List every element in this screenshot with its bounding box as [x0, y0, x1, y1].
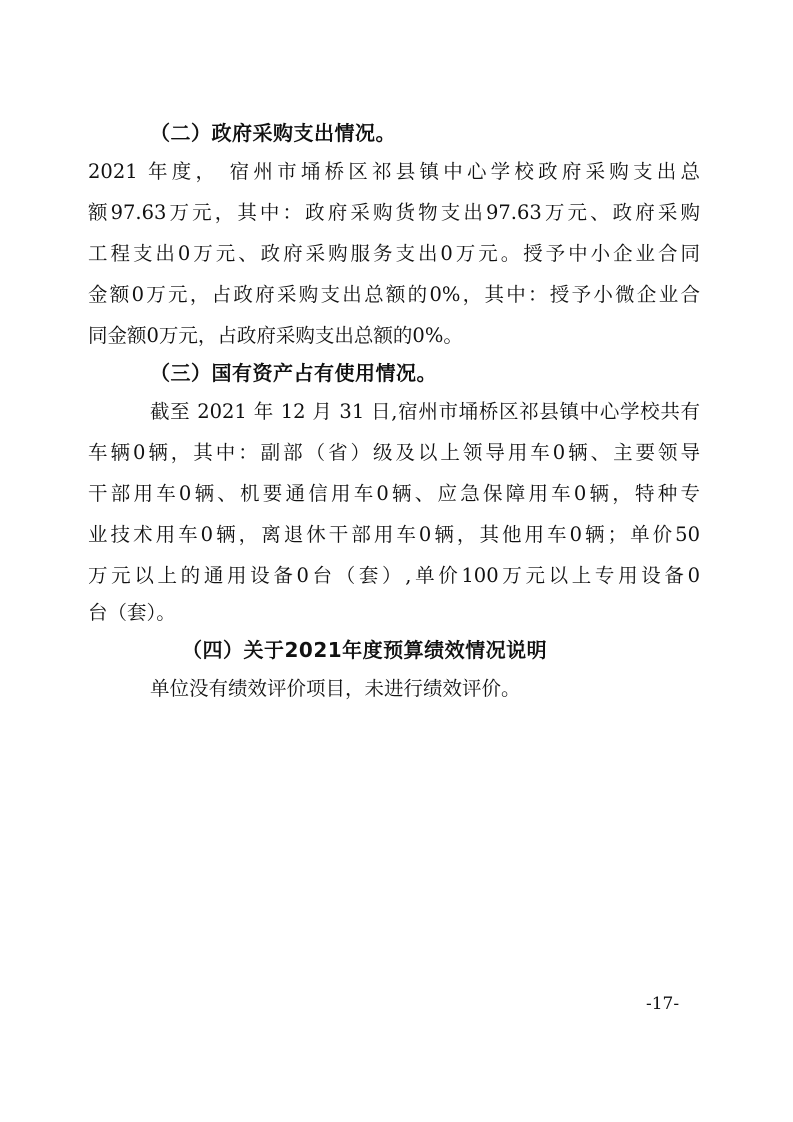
paragraph-line: 2021 年度， 宿州市埇桥区祁县镇中心学校政府采购支出总 [88, 160, 700, 183]
paragraph-line: 额97.63万元，其中：政府采购货物支出97.63万元、政府采购 [88, 201, 700, 224]
paragraph-line: 工程支出0万元、政府采购服务支出0万元。授予中小企业合同 [88, 242, 700, 265]
section-heading-performance: （四）关于2021年度预算绩效情况说明 [182, 638, 548, 662]
page-number: -17- [646, 994, 680, 1014]
paragraph-line: 干部用车0辆、机要通信用车0辆、应急保障用车0辆，特种专 [88, 482, 700, 505]
section-heading-state-assets: （三）国有资产占有使用情况。 [150, 361, 437, 385]
paragraph-line: 金额0万元，占政府采购支出总额的0%，其中：授予小微企业合 [88, 283, 700, 306]
paragraph-line: 同金额0万元，占政府采购支出总额的0%。 [88, 324, 463, 347]
paragraph-line: 截至 2021 年 12 月 31 日,宿州市埇桥区祁县镇中心学校共有 [150, 400, 700, 423]
section-heading-government-procurement: （二）政府采购支出情况。 [150, 121, 396, 145]
paragraph-line: 业技术用车0辆，离退休干部用车0辆，其他用车0辆；单价50 [88, 523, 700, 546]
paragraph-line: 万元以上的通用设备0台（套）,单价100万元以上专用设备0 [88, 564, 700, 587]
paragraph-line: 单位没有绩效评价项目，未进行绩效评价。 [150, 677, 521, 700]
paragraph-line: 车辆0辆，其中：副部（省）级及以上领导用车0辆、主要领导 [88, 441, 700, 464]
paragraph-line: 台（套）。 [88, 601, 176, 624]
